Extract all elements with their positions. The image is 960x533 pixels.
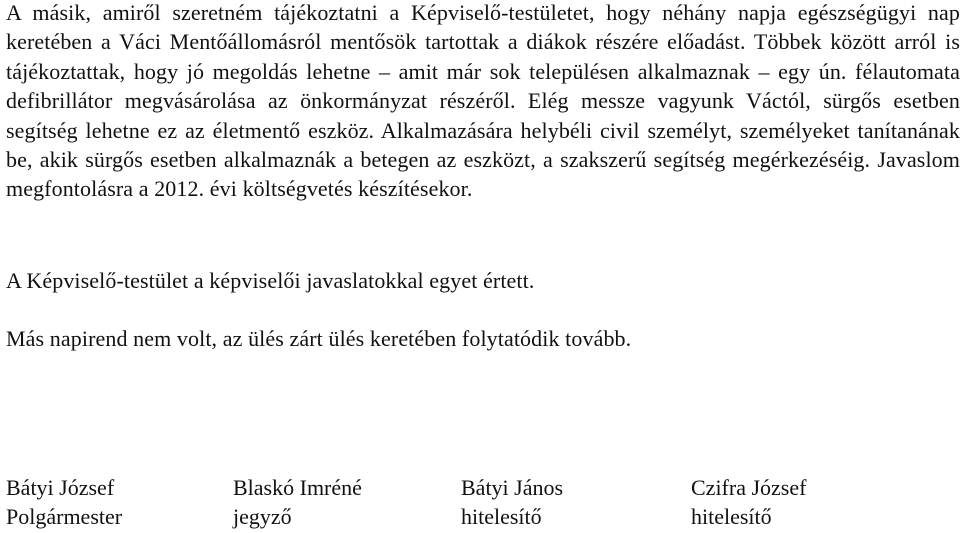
signature-role: hitelesítő — [691, 504, 772, 530]
signature-authenticator-2 — [691, 473, 806, 532]
signature-name: Czifra József — [691, 475, 807, 500]
signature-authenticator-1 — [461, 473, 563, 532]
signature-role: jegyző — [233, 504, 292, 530]
signature-role: hitelesítő — [461, 504, 542, 530]
signature-mayor — [6, 473, 122, 532]
signature-name: Bátyi János — [461, 475, 564, 500]
paragraph-council-agreement: A Képviselő-testület a képviselői javaslatokkal egyet értett. — [6, 268, 535, 293]
signature-block — [6, 473, 956, 533]
signature-name: Bátyi József — [6, 475, 115, 500]
paragraph-closing-note: Más napirend nem volt, az ülés zárt ülés keretében folytatódik tovább. — [6, 326, 632, 351]
signature-role: Polgármester — [6, 504, 123, 530]
signature-notary — [233, 473, 362, 532]
paragraph-defibrillator-proposal: A másik, amiről szeretném tájékoztatni a Képviselő-testületet, hogy néhány napja egészségügyi nap keretében a Váci Mentőállomásról mentősök tartottak a diákok részére előadást. Többek között arról is tájékoztattak, hogy jó megoldás lehetne – amit már sok településen alkalmaznak – egy ún. félautomata defibrillátor megvásárolása az önkormányzat részéről. Elég messze vagyunk Váctól, sürgős esetben segítség lehetne ez az életmentő eszköz. Alkalmazására helybéli civil személyt, személyeket tanítanának be, akik sürgős esetben alkalmaznák a betegen az eszközt, a szakszerű segítség megérkezéséig. Javaslom megfontolásra a 2012. évi költségvetés készítésekor. — [6, 0, 960, 202]
signature-name: Blaskó Imréné — [233, 475, 362, 500]
